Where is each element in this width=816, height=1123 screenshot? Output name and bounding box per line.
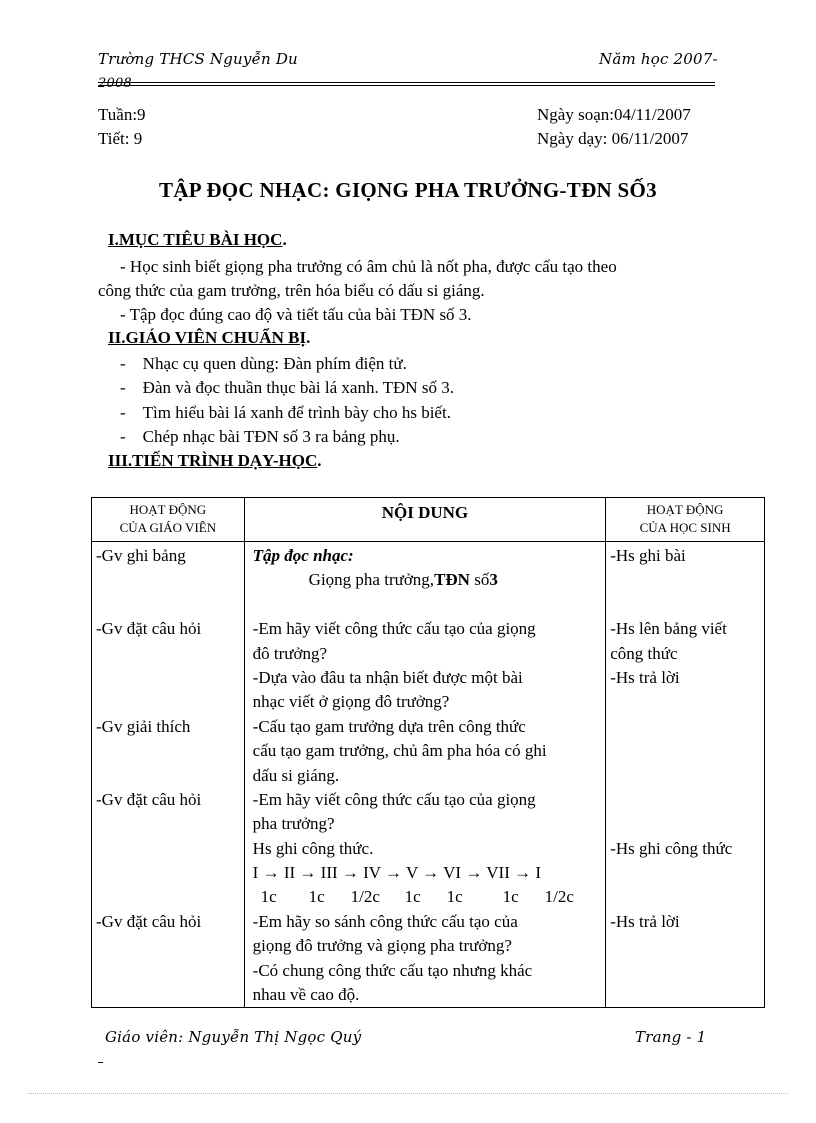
content-line: nhau về cao độ. (252, 985, 360, 1005)
section1-line1: - Học sinh biết giọng pha trưởng có âm chủ là nốt pha, được cấu tạo theo (120, 257, 617, 276)
footer-mark (98, 1062, 103, 1063)
step: 1c (446, 887, 463, 907)
page-edge (28, 1093, 788, 1094)
section2-item: - Đàn và đọc thuần thục bài lá xanh. TĐN số 3. (120, 378, 454, 397)
step: 1c (404, 887, 421, 907)
student-activity: -Hs ghi bài (610, 546, 686, 565)
step: 1c (260, 887, 277, 907)
student-activity: -Hs trả lời (610, 667, 680, 687)
content-line: -Cấu tạo gam trưởng dựa trên công thức (252, 716, 526, 736)
teacher-activity: -Gv đặt câu hỏi (96, 911, 202, 931)
section2-item: - Chép nhạc bài TĐN số 3 ra bảng phụ. (120, 427, 400, 446)
teach-date: Ngày dạy: 06/11/2007 (537, 129, 689, 148)
formula-steps (253, 885, 602, 909)
content-col (244, 542, 606, 1008)
content-line: -Em hãy viết công thức cấu tạo của giọng (252, 619, 536, 639)
content-line: đô trưởng? (252, 643, 328, 663)
content-line: -Em hãy so sánh công thức cấu tạo của (252, 911, 518, 931)
head-student: HOẠT ĐỘNG CỦA HỌC SINH (606, 498, 765, 542)
content-line: pha trưởng? (252, 814, 335, 834)
content-line: dấu si giáng. (252, 765, 340, 785)
header-school: Trường THCS Nguyễn Du (98, 50, 298, 68)
content-line: -Em hãy viết công thức cấu tạo của giọng (252, 789, 536, 809)
teacher-activity: -Gv ghi bảng (96, 546, 186, 565)
teacher-activity: -Gv đặt câu hỏi (96, 789, 202, 809)
lesson: Tiết: 9 (98, 129, 143, 148)
section1-heading: I.MỤC TIÊU BÀI HỌC. (108, 230, 287, 249)
footer-teacher: Giáo viên: Nguyễn Thị Ngọc Quý (105, 1028, 362, 1046)
student-activity: -Hs trả lời (610, 911, 680, 931)
content-line: giọng đô trưởng và giọng pha trưởng? (252, 936, 512, 956)
lesson-plan-table (91, 497, 765, 1008)
section2-item: - Tìm hiểu bài lá xanh để trình bày cho hs biết. (120, 403, 451, 422)
song-title: Giọng pha trưởng,TĐN số3 (308, 570, 498, 590)
header-divider (98, 82, 715, 83)
content-line: nhạc viết ở giọng đô trưởng? (252, 692, 450, 712)
teacher-activity: -Gv giải thích (96, 716, 191, 736)
content-line: -Có chung công thức cấu tạo nhưng khác (252, 960, 533, 980)
head-content: NỘI DUNG (244, 498, 606, 542)
section1-line2: công thức của gam trưởng, trên hóa biểu có dấu si giáng. (98, 281, 485, 300)
page-title: TẬP ĐỌC NHẠC: GIỌNG PHA TRƯỞNG-TĐN SỐ3 (159, 178, 657, 202)
student-activity: công thức (610, 643, 678, 663)
student-activity: -Hs ghi công thức (610, 838, 733, 858)
step: 1/2c (350, 887, 380, 907)
content-subtitle: Tập đọc nhạc: (252, 546, 354, 565)
student-col (606, 542, 765, 1008)
step: 1c (502, 887, 519, 907)
prep-date: Ngày soạn:04/11/2007 (537, 105, 691, 124)
step: 1/2c (544, 887, 574, 907)
content-line: cấu tạo gam trưởng, chủ âm pha hóa có ghi (252, 741, 547, 761)
week: Tuần:9 (98, 105, 146, 124)
footer-page: Trang - 1 (635, 1028, 707, 1046)
section1-line3: - Tập đọc đúng cao độ và tiết tấu của bài TĐN số 3. (120, 305, 472, 324)
student-activity: -Hs lên bảng viết (610, 619, 727, 639)
table-row (92, 542, 765, 1008)
teacher-activity: -Gv đặt câu hỏi (96, 619, 202, 639)
content-line: -Dựa vào đâu ta nhận biết được một bài (252, 667, 523, 687)
step: 1c (308, 887, 325, 907)
formula: I → II → III → IV → V → VI → VII → I (252, 863, 542, 883)
teacher-col (92, 542, 245, 1008)
section2-heading: II.GIÁO VIÊN CHUẨN BỊ. (108, 328, 311, 347)
head-teacher: HOẠT ĐỘNG CỦA GIÁO VIÊN (92, 498, 245, 542)
section3-heading: III.TIẾN TRÌNH DẠY-HỌC. (108, 451, 322, 470)
header-year: Năm học 2007- (599, 50, 718, 68)
content-line: Hs ghi công thức. (252, 838, 374, 858)
section2-item: - Nhạc cụ quen dùng: Đàn phím điện tử. (120, 354, 407, 373)
table-header-row (92, 498, 765, 542)
header-year-wrap: 2008 (98, 76, 132, 91)
header-divider-2 (98, 85, 715, 86)
